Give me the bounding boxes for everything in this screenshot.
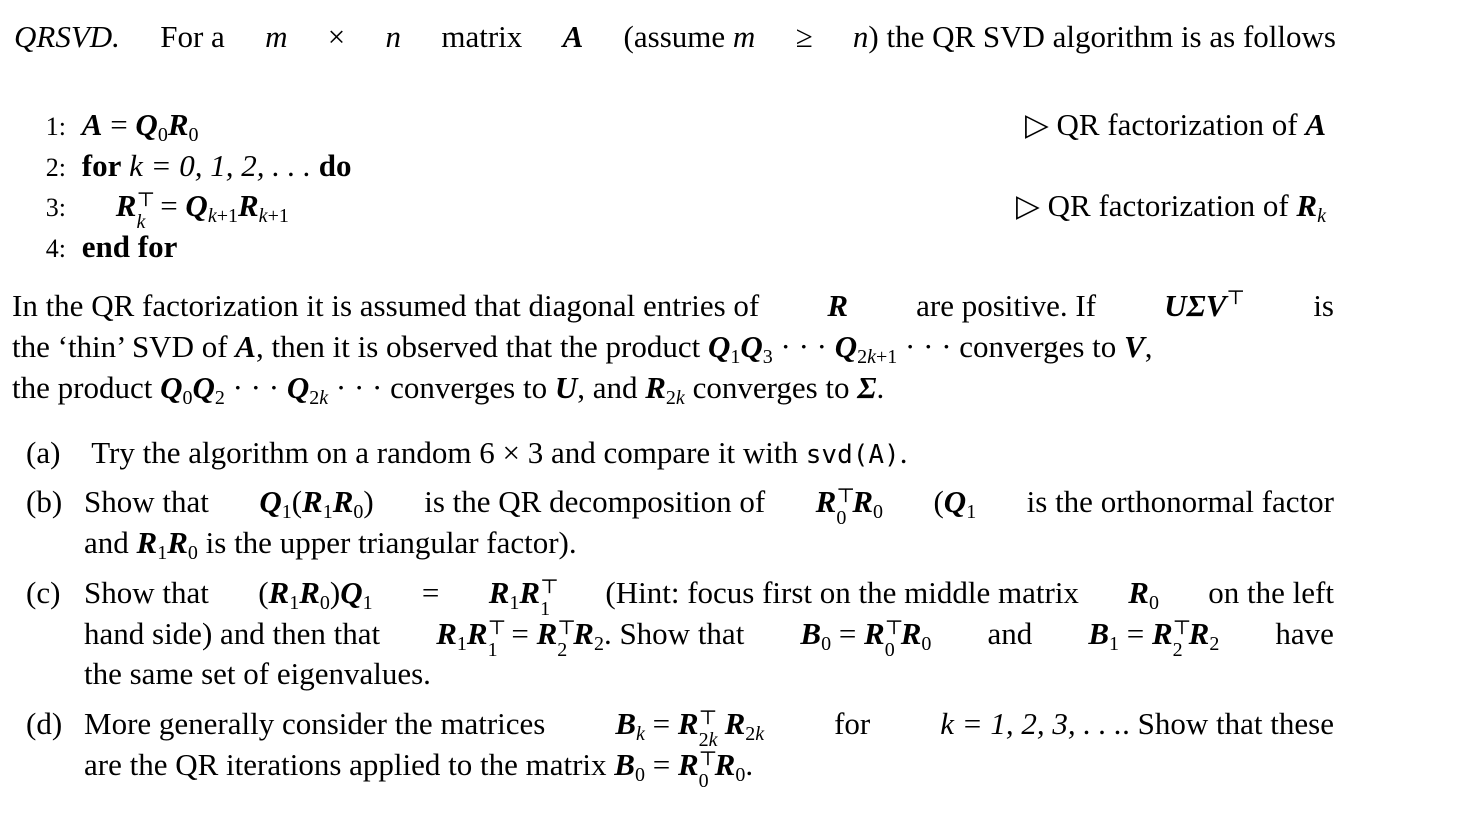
exercise-b-line-1: (b) Show that $Q_1(R_1R_0)$ is the QR decomposition of R ⊤ 0 $R_0$ ($Q_1$ is the orthonormal factor: [26, 484, 1334, 529]
algo-comment-1: ▷ QR factorization of A: [1024, 107, 1326, 142]
intro-line: QRSVD. For a m × n matrix A (assume m ≥ n) the QR SVD algorithm is as follows: [14, 17, 1336, 57]
paragraph-line-1: In the QR factorization it is assumed that diagonal entries of R are positive. If UΣV⊤ is: [12, 287, 1334, 323]
exercise-c-line-2: hand side) and then that $R_1R$ ⊤ 1 = R ⊤ 2 $R_2$. Show that $B_0 = R$ ⊤ 0 $R_0$ and $B_1 = R$ ⊤ 2 $R_2$ have: [84, 616, 1334, 661]
exercise-b-line-2: and $R_1R_0$ is the upper triangular factor).: [84, 525, 577, 564]
algo-line-1: 1: $A = Q_0R_0$ ▷ QR factorization of A: [45, 107, 1326, 146]
paragraph-line-2: the ‘thin’ SVD of A, then it is observed that the product $Q_1Q_3$ · · · $Q_{2k+1}$ · · · converges to V,: [12, 329, 1153, 368]
exercise-d-line-1: (d) More generally consider the matrices $B_k = R$ ⊤ 2k $R_{2k}$ for k = 1, 2, 3, . . .. Show that these: [26, 706, 1334, 751]
exercise-d-line-2: are the QR iterations applied to the matrix $B_0 = R$ ⊤ 0 $R_0$.: [84, 747, 754, 792]
exercise-c-line-3: the same set of eigenvalues.: [84, 656, 431, 691]
intro-lead: QRSVD.: [14, 19, 120, 54]
algo-line-4: 4: end for: [45, 229, 178, 264]
algo-comment-3: ▷ QR factorization of $R_k$: [1016, 188, 1326, 227]
exercise-c-line-1: (c) Show that $(R_1R_0)Q_1$ = $R_1R$ ⊤ 1 (Hint: focus first on the middle matrix $R_0$ on the left: [26, 575, 1334, 620]
algo-line-2: 2: for k = 0, 1, 2, . . . do: [45, 148, 352, 183]
paragraph-line-3: the product $Q_0Q_2$ · · · $Q_{2k}$ · · · converges to U, and $R_{2k}$ converges to Σ.: [12, 370, 885, 409]
exercise-a: (a) Try the algorithm on a random 6 × 3 and compare it with svd(A).: [26, 435, 908, 470]
code-svd: svd(A): [805, 440, 900, 470]
algo-line-3: 3: R ⊤ k = $Q_{k+1}R_{k+1}$ ▷ QR factorization of $R_k$: [45, 188, 1326, 233]
